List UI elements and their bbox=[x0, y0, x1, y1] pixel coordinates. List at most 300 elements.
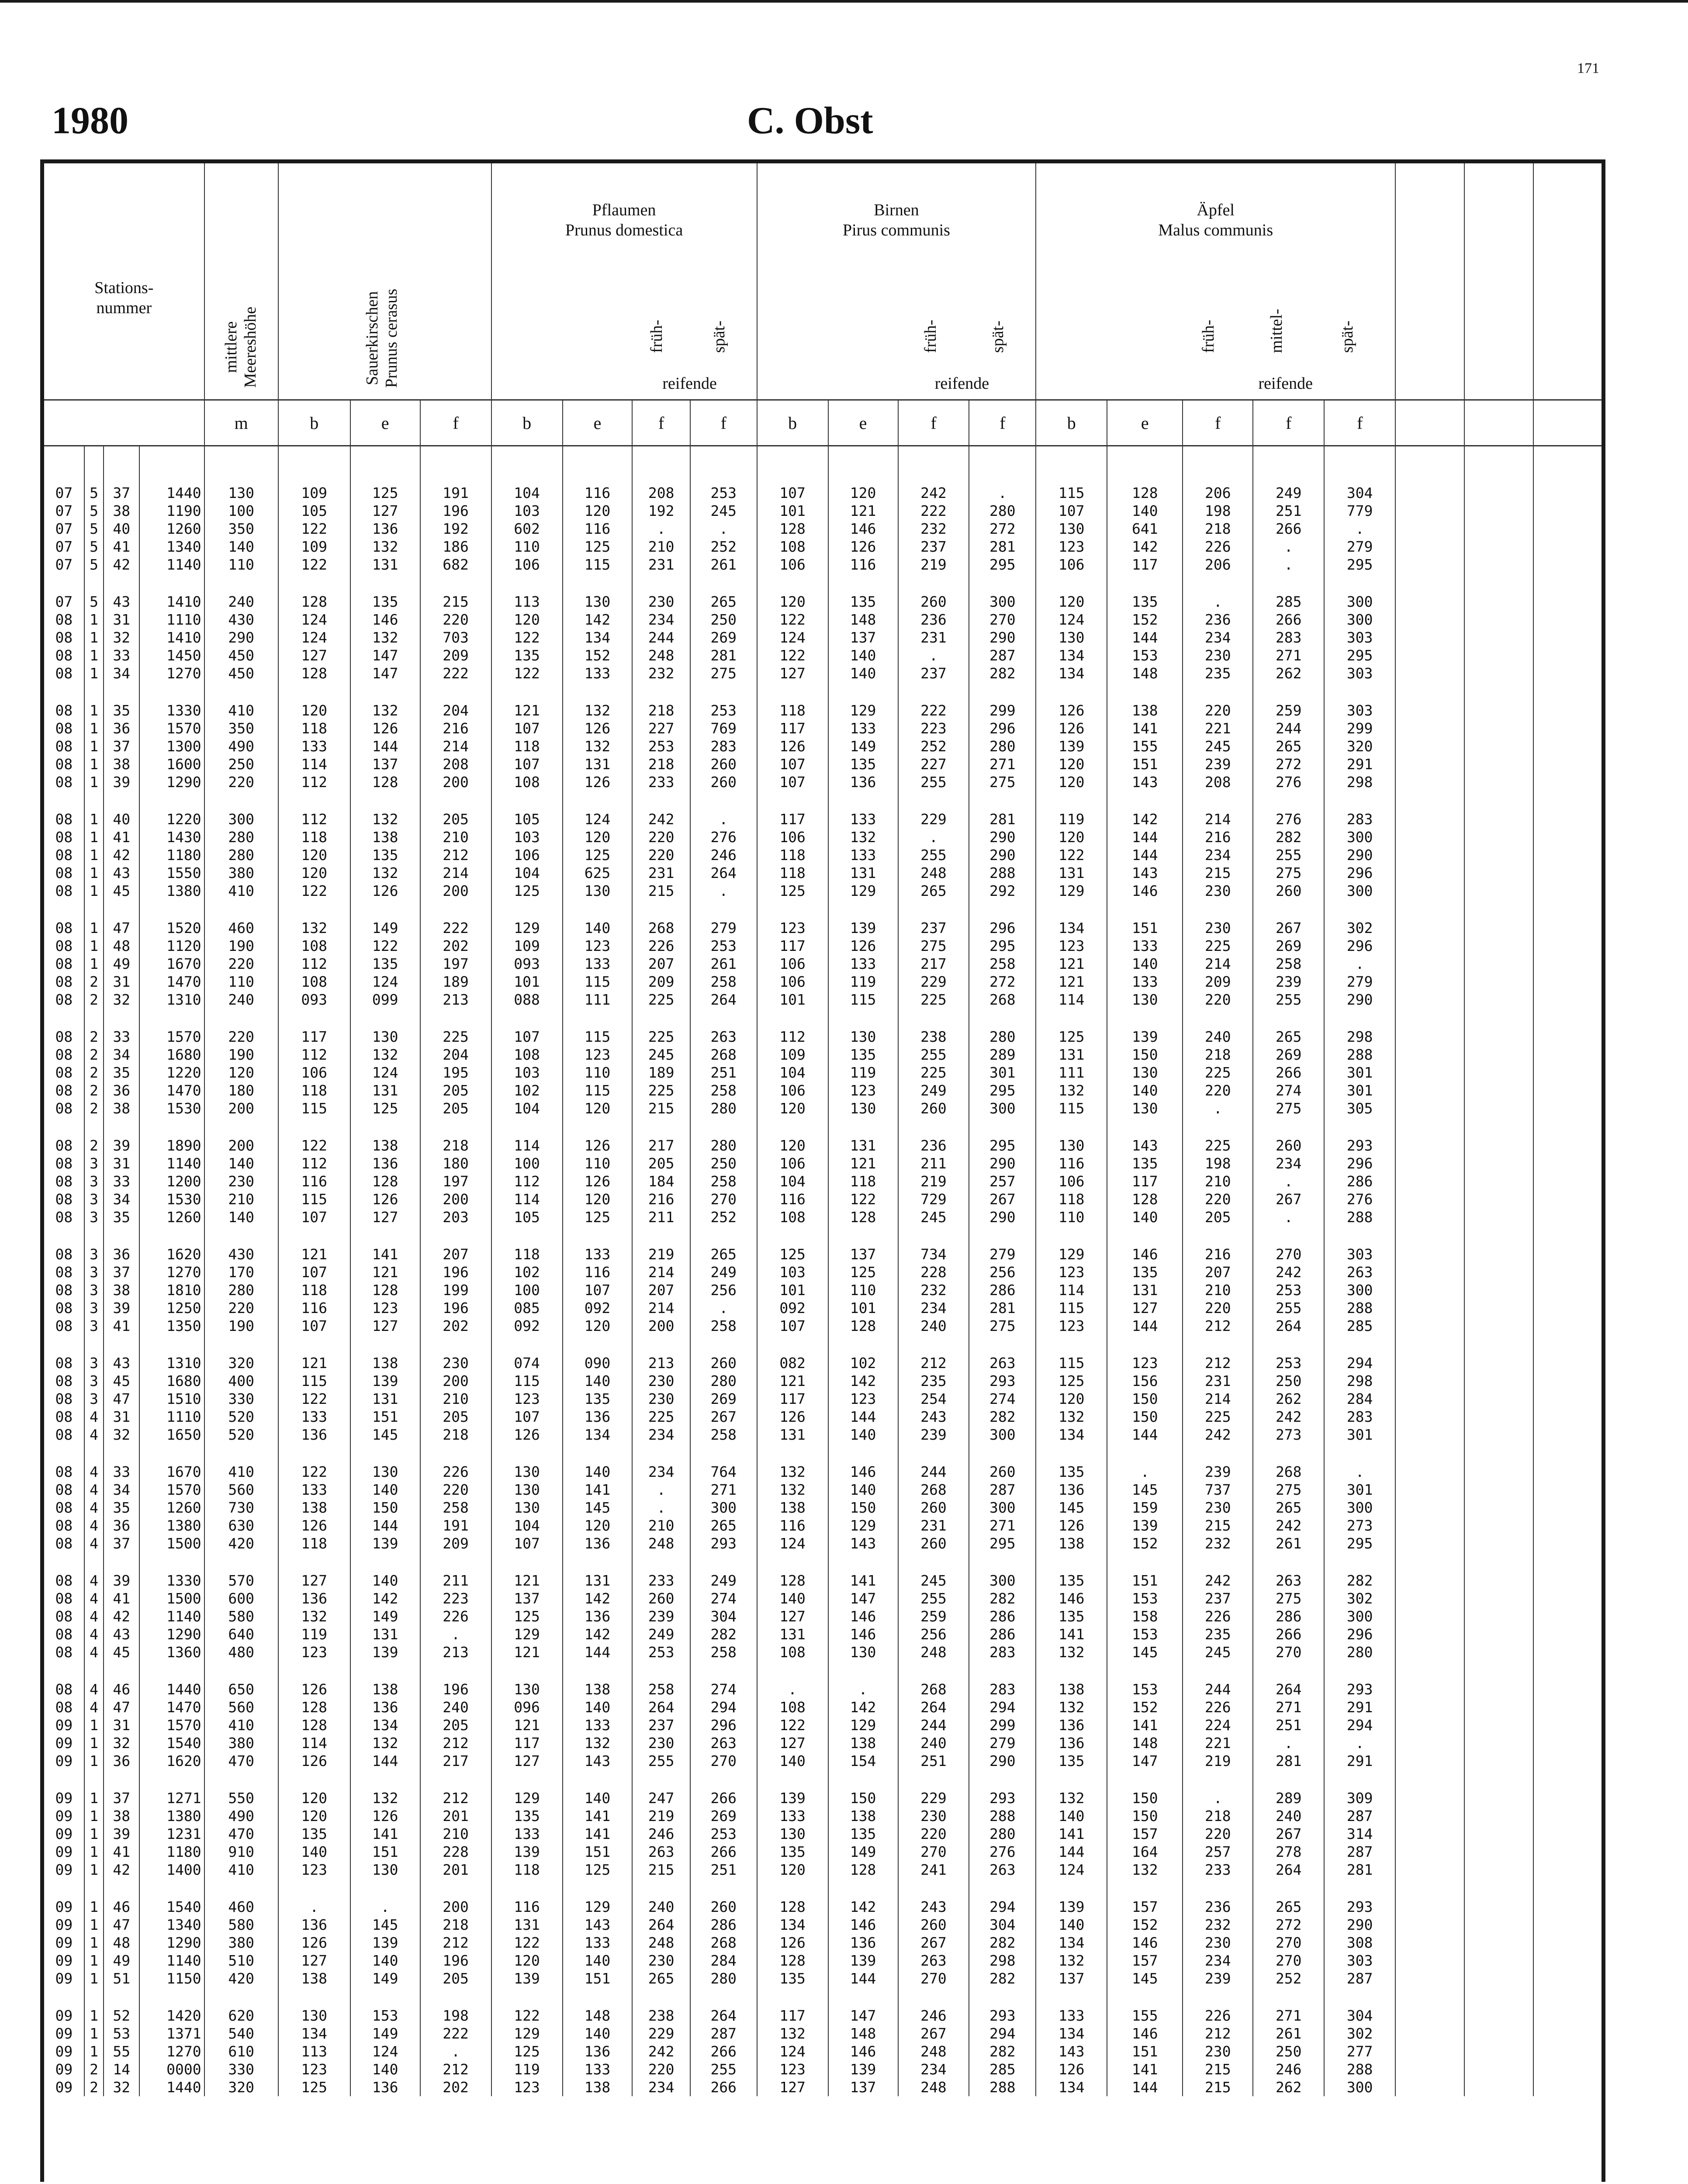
empty-cell bbox=[1395, 664, 1464, 682]
empty-cell bbox=[1395, 937, 1464, 955]
table-cell: 288 bbox=[1324, 1046, 1395, 1064]
table-cell: 3 bbox=[84, 1299, 104, 1317]
table-cell: 108 bbox=[491, 773, 563, 791]
table-cell: 220 bbox=[1183, 702, 1253, 719]
spacer-cell bbox=[1464, 1552, 1533, 1572]
table-cell: 102 bbox=[491, 1263, 563, 1281]
table-cell: 207 bbox=[632, 955, 690, 973]
height-label-1: mittlere bbox=[221, 321, 240, 373]
table-cell: 101 bbox=[757, 502, 828, 520]
table-cell: 350 bbox=[204, 520, 278, 538]
spacer-cell bbox=[632, 1335, 690, 1354]
table-cell: 5 bbox=[84, 484, 104, 502]
spacer-cell bbox=[491, 574, 563, 593]
table-cell: 263 bbox=[969, 1354, 1036, 1372]
table-cell: 4 bbox=[84, 1698, 104, 1716]
table-cell: 139 bbox=[828, 1952, 898, 1970]
spacer-cell bbox=[690, 1444, 757, 1463]
empty-cell bbox=[1533, 1970, 1602, 1987]
table-cell: 264 bbox=[1253, 1861, 1324, 1879]
table-cell: 34 bbox=[104, 664, 139, 682]
table-cell: 207 bbox=[1183, 1263, 1253, 1281]
table-cell: 118 bbox=[278, 1534, 350, 1552]
table-cell: 1360 bbox=[139, 1643, 204, 1661]
table-cell: 128 bbox=[828, 1208, 898, 1226]
spacer-cell bbox=[1107, 1117, 1183, 1137]
table-cell: . bbox=[1324, 955, 1395, 973]
table-cell: 1290 bbox=[139, 773, 204, 791]
table-cell: 123 bbox=[1036, 937, 1107, 955]
table-cell: 1400 bbox=[139, 1861, 204, 1879]
table-cell: 250 bbox=[1253, 2042, 1324, 2060]
spacer-cell bbox=[84, 1661, 104, 1680]
table-cell: 272 bbox=[969, 973, 1036, 991]
table-cell: 1 bbox=[84, 828, 104, 846]
table-cell: 230 bbox=[1183, 1934, 1253, 1952]
table-row bbox=[44, 2078, 1602, 2096]
table-cell: 08 bbox=[44, 1590, 84, 1607]
table-cell: 240 bbox=[1183, 1028, 1253, 1046]
table-cell: 123 bbox=[1036, 1317, 1107, 1335]
spacer-cell bbox=[563, 791, 633, 810]
table-cell: 115 bbox=[563, 556, 633, 574]
table-cell: 140 bbox=[350, 2060, 420, 2078]
spacer-cell bbox=[1253, 682, 1324, 702]
table-cell: 303 bbox=[1324, 664, 1395, 682]
table-cell: 270 bbox=[898, 1843, 969, 1861]
table-cell: 2 bbox=[84, 1082, 104, 1099]
table-cell: 43 bbox=[104, 1354, 139, 1372]
spacer-cell bbox=[1253, 1117, 1324, 1137]
empty-cell bbox=[1464, 1916, 1533, 1934]
table-cell: 108 bbox=[757, 538, 828, 556]
table-cell: 295 bbox=[969, 1137, 1036, 1154]
table-cell: 120 bbox=[278, 702, 350, 719]
table-cell: 112 bbox=[278, 1154, 350, 1172]
empty-cell bbox=[1464, 1607, 1533, 1625]
table-row bbox=[44, 1099, 1602, 1117]
empty-cell bbox=[1464, 1843, 1533, 1861]
spacer-cell bbox=[420, 1335, 491, 1354]
table-cell: 294 bbox=[969, 2025, 1036, 2042]
spacer-cell bbox=[1464, 682, 1533, 702]
table-cell: 260 bbox=[898, 1534, 969, 1552]
header-height bbox=[204, 163, 278, 400]
table-cell: 123 bbox=[491, 2078, 563, 2096]
table-cell: 3 bbox=[84, 1245, 104, 1263]
table-cell: 115 bbox=[1036, 1099, 1107, 1117]
table-cell: 08 bbox=[44, 1643, 84, 1661]
table-cell: 42 bbox=[104, 846, 139, 864]
table-cell: 126 bbox=[278, 1752, 350, 1770]
table-cell: 140 bbox=[1107, 1082, 1183, 1099]
table-cell: 147 bbox=[350, 664, 420, 682]
empty-cell bbox=[1464, 719, 1533, 737]
table-cell: 3 bbox=[84, 1190, 104, 1208]
unit-cell: f bbox=[632, 400, 690, 446]
table-cell: 234 bbox=[1183, 1952, 1253, 1970]
empty-cell bbox=[1533, 1426, 1602, 1444]
table-cell: 130 bbox=[757, 1825, 828, 1843]
spacer-cell bbox=[84, 682, 104, 702]
table-cell: 272 bbox=[969, 520, 1036, 538]
table-cell: 131 bbox=[350, 1082, 420, 1099]
unit-cell: f bbox=[1183, 400, 1253, 446]
unit-cell: f bbox=[969, 400, 1036, 446]
table-cell: 149 bbox=[350, 1970, 420, 1987]
table-cell: 220 bbox=[204, 1299, 278, 1317]
table-cell: 290 bbox=[969, 846, 1036, 864]
table-cell: 225 bbox=[420, 1028, 491, 1046]
table-cell: 281 bbox=[969, 538, 1036, 556]
table-cell: 121 bbox=[278, 1354, 350, 1372]
table-cell: 148 bbox=[563, 2007, 633, 2025]
table-cell: 249 bbox=[632, 1625, 690, 1643]
table-cell: 142 bbox=[563, 1590, 633, 1607]
table-cell: 117 bbox=[278, 1028, 350, 1046]
table-cell: 116 bbox=[757, 1517, 828, 1534]
table-cell: 137 bbox=[828, 1245, 898, 1263]
table-cell: 123 bbox=[278, 1643, 350, 1661]
empty-cell bbox=[1464, 1572, 1533, 1590]
table-cell: 100 bbox=[204, 502, 278, 520]
table-row bbox=[44, 1607, 1602, 1625]
table-cell: 107 bbox=[563, 1281, 633, 1299]
spacer-cell bbox=[44, 574, 84, 593]
table-cell: 135 bbox=[828, 593, 898, 611]
table-cell: 139 bbox=[757, 1789, 828, 1807]
table-cell: 214 bbox=[1183, 810, 1253, 828]
table-cell: 212 bbox=[1183, 1354, 1253, 1372]
table-cell: 104 bbox=[491, 864, 563, 882]
table-cell: 07 bbox=[44, 556, 84, 574]
table-cell: 127 bbox=[278, 1572, 350, 1590]
table-cell: 246 bbox=[690, 846, 757, 864]
table-cell: 218 bbox=[1183, 1807, 1253, 1825]
table-cell: 253 bbox=[632, 1643, 690, 1661]
table-cell: 266 bbox=[690, 2042, 757, 2060]
table-cell: 150 bbox=[1107, 1408, 1183, 1426]
spacer-cell bbox=[1036, 446, 1107, 484]
table-cell: 138 bbox=[563, 1680, 633, 1698]
table-cell: 125 bbox=[350, 1099, 420, 1117]
spacer-cell bbox=[1464, 1335, 1533, 1354]
table-cell: 245 bbox=[1183, 737, 1253, 755]
plum-ripening-label: reifende bbox=[662, 374, 717, 393]
table-row bbox=[44, 629, 1602, 646]
spacer-cell bbox=[139, 1335, 204, 1354]
table-cell: 1470 bbox=[139, 1698, 204, 1716]
table-row bbox=[44, 1046, 1602, 1064]
table-cell: 251 bbox=[898, 1752, 969, 1770]
table-cell: 101 bbox=[757, 1281, 828, 1299]
sour-cherry-label-1: Sauerkirschen bbox=[363, 291, 381, 386]
table-cell: 106 bbox=[491, 846, 563, 864]
table-cell: 08 bbox=[44, 1680, 84, 1698]
table-cell: 45 bbox=[104, 1372, 139, 1390]
table-cell: 1 bbox=[84, 810, 104, 828]
spacer-cell bbox=[1395, 682, 1464, 702]
table-cell: . bbox=[350, 1898, 420, 1916]
spacer-cell bbox=[278, 791, 350, 810]
table-row bbox=[44, 702, 1602, 719]
table-cell: 39 bbox=[104, 1825, 139, 1843]
table-cell: 219 bbox=[632, 1807, 690, 1825]
spacer-cell bbox=[204, 900, 278, 919]
table-cell: 279 bbox=[969, 1734, 1036, 1752]
table-cell: 230 bbox=[632, 1734, 690, 1752]
table-cell: 120 bbox=[757, 1099, 828, 1117]
spacer-cell bbox=[204, 1335, 278, 1354]
spacer-cell bbox=[969, 1444, 1036, 1463]
table-cell: 45 bbox=[104, 882, 139, 900]
table-cell: 135 bbox=[491, 1807, 563, 1825]
table-cell: 123 bbox=[1036, 538, 1107, 556]
table-cell: 299 bbox=[1324, 719, 1395, 737]
table-cell: 131 bbox=[1107, 1281, 1183, 1299]
table-cell: 128 bbox=[350, 1281, 420, 1299]
table-cell: 1 bbox=[84, 2025, 104, 2042]
table-cell: 304 bbox=[690, 1607, 757, 1625]
table-cell: 1670 bbox=[139, 1463, 204, 1481]
empty-cell bbox=[1395, 1208, 1464, 1226]
table-cell: 153 bbox=[1107, 646, 1183, 664]
table-cell: 231 bbox=[1183, 1372, 1253, 1390]
table-cell: 08 bbox=[44, 1390, 84, 1408]
spacer-cell bbox=[350, 1987, 420, 2007]
table-cell: 301 bbox=[1324, 1082, 1395, 1099]
table-cell: 137 bbox=[828, 629, 898, 646]
table-cell: 141 bbox=[350, 1825, 420, 1843]
table-cell: 212 bbox=[420, 1789, 491, 1807]
table-cell: 282 bbox=[969, 1408, 1036, 1426]
spacer-cell bbox=[632, 682, 690, 702]
table-cell: 106 bbox=[491, 556, 563, 574]
unit-empty-cell bbox=[1533, 400, 1602, 446]
table-cell: . bbox=[1324, 1734, 1395, 1752]
table-cell: 303 bbox=[1324, 702, 1395, 719]
table-cell: . bbox=[1253, 538, 1324, 556]
spacer-cell bbox=[420, 1661, 491, 1680]
spacer-cell bbox=[84, 446, 104, 484]
table-cell: 200 bbox=[420, 882, 491, 900]
table-cell: 148 bbox=[1107, 664, 1183, 682]
table-cell: 294 bbox=[690, 1698, 757, 1716]
table-cell: 225 bbox=[898, 991, 969, 1009]
table-cell: 1620 bbox=[139, 1245, 204, 1263]
table-cell: 209 bbox=[420, 646, 491, 664]
spacer-cell bbox=[898, 791, 969, 810]
empty-cell bbox=[1464, 2078, 1533, 2096]
table-cell: 212 bbox=[898, 1354, 969, 1372]
table-cell: 230 bbox=[632, 1390, 690, 1408]
empty-cell bbox=[1533, 1517, 1602, 1534]
table-cell: 138 bbox=[350, 1137, 420, 1154]
table-cell: 07 bbox=[44, 502, 84, 520]
table-cell: 244 bbox=[1253, 719, 1324, 737]
table-cell: 121 bbox=[1036, 955, 1107, 973]
table-cell: 36 bbox=[104, 1752, 139, 1770]
pear-early-label: früh- bbox=[921, 320, 940, 353]
table-cell: 120 bbox=[563, 1317, 633, 1335]
table-cell: 123 bbox=[757, 2060, 828, 2078]
table-cell: 117 bbox=[757, 810, 828, 828]
table-cell: 200 bbox=[204, 1137, 278, 1154]
table-cell: 129 bbox=[491, 1625, 563, 1643]
table-cell: 230 bbox=[1183, 882, 1253, 900]
table-cell: 105 bbox=[491, 810, 563, 828]
unit-cell: e bbox=[1107, 400, 1183, 446]
table-cell: 135 bbox=[828, 1046, 898, 1064]
spacer-cell bbox=[350, 682, 420, 702]
table-cell: 248 bbox=[632, 646, 690, 664]
table-cell: 145 bbox=[1107, 1481, 1183, 1499]
spacer-cell bbox=[420, 574, 491, 593]
table-cell: 212 bbox=[1183, 1317, 1253, 1335]
table-cell: 288 bbox=[1324, 1299, 1395, 1317]
spacer-cell bbox=[278, 1226, 350, 1245]
table-cell: 124 bbox=[350, 1064, 420, 1082]
empty-cell bbox=[1395, 2025, 1464, 2042]
table-cell: 133 bbox=[563, 1934, 633, 1952]
spacer-cell bbox=[1183, 1770, 1253, 1789]
table-cell: 133 bbox=[278, 737, 350, 755]
header-pear bbox=[757, 163, 1036, 400]
table-cell: 110 bbox=[563, 1154, 633, 1172]
table-cell: 1340 bbox=[139, 1916, 204, 1934]
table-cell: 122 bbox=[757, 646, 828, 664]
table-cell: 280 bbox=[969, 1028, 1036, 1046]
table-cell: 258 bbox=[420, 1499, 491, 1517]
empty-cell bbox=[1395, 1408, 1464, 1426]
table-cell: 298 bbox=[1324, 1028, 1395, 1046]
table-cell: 08 bbox=[44, 629, 84, 646]
table-cell: 115 bbox=[491, 1372, 563, 1390]
table-cell: 198 bbox=[420, 2007, 491, 2025]
table-row bbox=[44, 664, 1602, 682]
spacer-cell bbox=[204, 1117, 278, 1137]
table-cell: 144 bbox=[350, 737, 420, 755]
spacer-cell bbox=[350, 574, 420, 593]
table-cell: 1680 bbox=[139, 1046, 204, 1064]
table-cell: 330 bbox=[204, 1390, 278, 1408]
spacer-cell bbox=[350, 1226, 420, 1245]
table-cell: 121 bbox=[491, 1716, 563, 1734]
spacer-cell bbox=[1107, 1661, 1183, 1680]
units-row bbox=[44, 400, 1602, 446]
table-cell: 211 bbox=[420, 1572, 491, 1590]
empty-cell bbox=[1464, 1299, 1533, 1317]
spacer-cell bbox=[491, 1444, 563, 1463]
apple-mid-label: mittel- bbox=[1267, 308, 1286, 353]
table-cell: 120 bbox=[757, 593, 828, 611]
table-cell: 260 bbox=[690, 773, 757, 791]
table-cell: 138 bbox=[1107, 702, 1183, 719]
empty-cell bbox=[1533, 1137, 1602, 1154]
table-cell: 124 bbox=[350, 973, 420, 991]
empty-cell bbox=[1464, 502, 1533, 520]
table-cell: 242 bbox=[1253, 1517, 1324, 1534]
table-cell: 291 bbox=[1324, 1698, 1395, 1716]
table-cell: 222 bbox=[898, 502, 969, 520]
table-cell: 132 bbox=[350, 864, 420, 882]
table-cell: 220 bbox=[1183, 1825, 1253, 1843]
table-cell: 09 bbox=[44, 2007, 84, 2025]
table-cell: 296 bbox=[1324, 1154, 1395, 1172]
table-cell: 146 bbox=[828, 1625, 898, 1643]
table-cell: 135 bbox=[1107, 593, 1183, 611]
table-cell: 145 bbox=[350, 1426, 420, 1444]
table-row bbox=[44, 646, 1602, 664]
table-cell: 252 bbox=[898, 737, 969, 755]
table-cell: 134 bbox=[1036, 2078, 1107, 2096]
table-cell: 610 bbox=[204, 2042, 278, 2060]
table-cell: 106 bbox=[757, 1154, 828, 1172]
table-cell: 127 bbox=[757, 2078, 828, 2096]
group-spacer bbox=[44, 900, 1602, 919]
table-cell: 217 bbox=[420, 1752, 491, 1770]
empty-cell bbox=[1464, 1481, 1533, 1499]
empty-cell bbox=[1533, 1734, 1602, 1752]
table-cell: 209 bbox=[1183, 973, 1253, 991]
table-cell: 135 bbox=[1107, 1263, 1183, 1281]
table-cell: 152 bbox=[1107, 1698, 1183, 1716]
empty-cell bbox=[1464, 1517, 1533, 1534]
spacer-cell bbox=[1036, 1552, 1107, 1572]
spacer-cell bbox=[204, 1661, 278, 1680]
spacer-cell bbox=[898, 1552, 969, 1572]
table-cell: 286 bbox=[1324, 1172, 1395, 1190]
empty-cell bbox=[1395, 1137, 1464, 1154]
spacer-cell bbox=[1533, 1987, 1602, 2007]
table-cell: 237 bbox=[898, 919, 969, 937]
table-cell: 293 bbox=[1324, 1898, 1395, 1916]
table-row bbox=[44, 1172, 1602, 1190]
table-cell: 271 bbox=[1253, 2007, 1324, 2025]
unit-cell: e bbox=[563, 400, 633, 446]
table-cell: 265 bbox=[1253, 1898, 1324, 1916]
table-cell: 126 bbox=[828, 937, 898, 955]
table-cell: 122 bbox=[278, 1137, 350, 1154]
plum-label-2: Prunus domestica bbox=[565, 221, 683, 239]
empty-cell bbox=[1395, 973, 1464, 991]
spacer-cell bbox=[204, 1770, 278, 1789]
table-cell: 220 bbox=[204, 773, 278, 791]
spacer-cell bbox=[898, 1009, 969, 1028]
table-cell: 134 bbox=[1036, 646, 1107, 664]
spacer-cell bbox=[84, 1987, 104, 2007]
table-cell: 126 bbox=[1036, 1517, 1107, 1534]
spacer-cell bbox=[898, 574, 969, 593]
table-cell: 1 bbox=[84, 1789, 104, 1807]
table-cell: 09 bbox=[44, 1952, 84, 1970]
table-cell: 156 bbox=[1107, 1372, 1183, 1390]
table-cell: 150 bbox=[1107, 1789, 1183, 1807]
table-cell: 130 bbox=[828, 1028, 898, 1046]
table-cell: 275 bbox=[1253, 864, 1324, 882]
spacer-cell bbox=[84, 1879, 104, 1898]
table-row bbox=[44, 593, 1602, 611]
empty-cell bbox=[1395, 1607, 1464, 1625]
spacer-cell bbox=[898, 1335, 969, 1354]
table-cell: 288 bbox=[969, 1807, 1036, 1825]
spacer-cell bbox=[828, 1009, 898, 1028]
table-cell: 5 bbox=[84, 520, 104, 538]
table-cell: 141 bbox=[1107, 1716, 1183, 1734]
table-cell: 139 bbox=[350, 1372, 420, 1390]
group-spacer bbox=[44, 791, 1602, 810]
table-cell: 263 bbox=[690, 1734, 757, 1752]
